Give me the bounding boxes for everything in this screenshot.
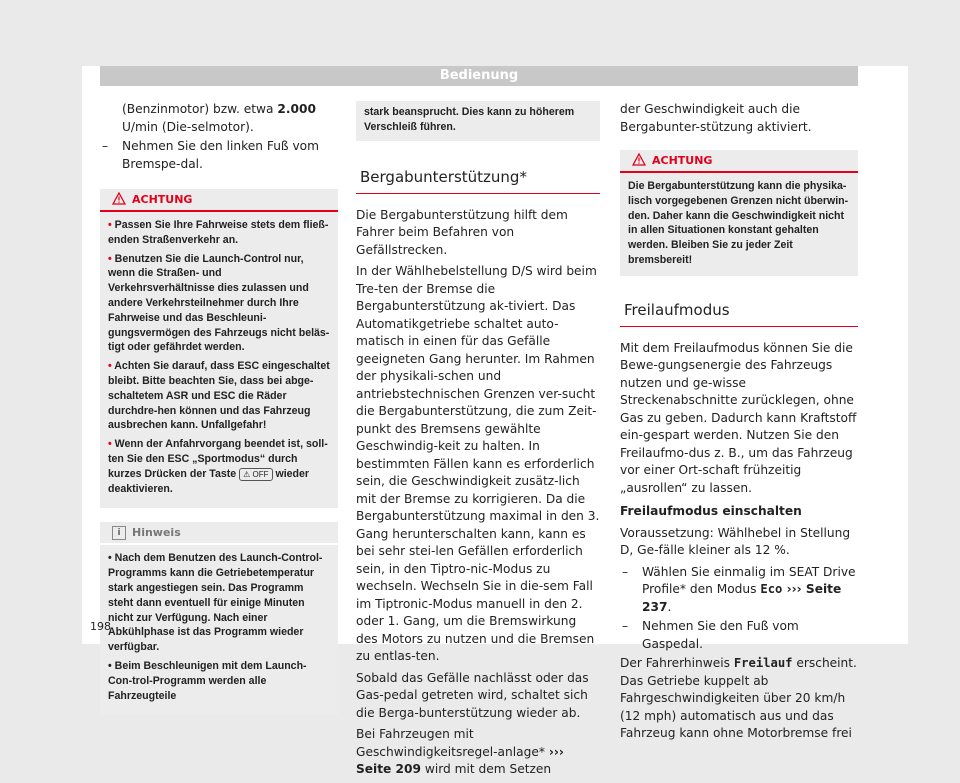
- list-item: • Benutzen Sie die Launch-Control nur, wenn die Straßen- und Verkehrsverhältnisse dies zulassen und andere Verkehrsteilnehmer durch Ihre Fahrweise und das Beschleuni-gungsvermögen des Fahrzeugs nicht beläs-tigt oder gefährdet werden.: [108, 252, 330, 354]
- column-1: [100, 101, 338, 715]
- hint-header: [100, 522, 338, 545]
- list-item: • Wenn der Anfahrvorgang beendet ist, soll-ten Sie den ESC „Sportmodus“ durch kurzes Drücken der Taste ⚠ OFF wieder deaktivieren.: [108, 438, 328, 495]
- dash-item: – Nehmen Sie den linken Fuß vom Bremspe-dal.: [100, 138, 338, 173]
- paragraph: Sobald das Gefälle nachlässt oder das Gas-pedal getreten wird, schaltet sich die Berga-bunterstützung wieder ab.: [356, 670, 589, 720]
- warning-icon: [112, 192, 126, 205]
- section-heading: Bergabunterstützung*: [356, 167, 600, 194]
- dash-item: – Wählen Sie einmalig im SEAT Drive Profile* den Modus Eco ››› Seite 237.: [620, 564, 858, 617]
- paragraph: Die Bergabunterstützung hilft dem Fahrer beim Befahren von Gefällstrecken.: [356, 207, 568, 257]
- warning-box-continued: stark beansprucht. Dies kann zu höherem Verschleiß führen.: [356, 101, 600, 141]
- column-3: [620, 101, 858, 747]
- paragraph: Mit dem Freilaufmodus können Sie die Bewe-gungsenergie des Fahrzeugs nutzen und ge-wisse Streckenabschnitte zurücklegen, ohne Gas zu geben. Dadurch kann Kraftstoff ein-gespart werden. Nutzen Sie den Freilaufmo-dus z. B., um das Fahrzeug vor einer Ort-schaft frühzeitig „ausrollen“ zu lassen.: [620, 340, 857, 495]
- esc-off-button-glyph: ⚠ OFF: [239, 468, 272, 481]
- paragraph: Der Fahrerhinweis Freilauf erscheint. Das Getriebe kuppelt ab Fahrgeschwindigkeiten über 20 km/h (12 mph) automatisch aus und das Fahrzeug kann ohne Motorbremse frei: [620, 656, 857, 741]
- warning-header: [100, 189, 338, 212]
- warning-header: [620, 150, 858, 173]
- paragraph: Bei Fahrzeugen mit Geschwindigkeitsregel-anlage* ››› Seite 209 wird mit dem Setzen: [356, 727, 564, 777]
- warning-body: Die Bergabunterstützung kann die physika-lisch vorgegebenen Grenzen nicht überwin-den. Daher kann die Geschwindigkeit nicht in allen Situationen konstant gehalten werden. Bleiben Sie zu jeder Zeit bremsbereit!: [628, 180, 849, 266]
- hint-box: [100, 522, 338, 715]
- paragraph: Voraussetzung: Wählhebel in Stellung D, Ge-fälle kleiner als 12 %.: [620, 525, 851, 558]
- info-icon: i: [112, 526, 126, 540]
- subheading: Freilaufmodus einschalten: [620, 504, 802, 519]
- list-item: • Beim Beschleunigen mit dem Launch-Con-trol-Programm werden alle Fahrzeugteile: [108, 659, 307, 702]
- section-heading: Freilaufmodus: [620, 300, 858, 327]
- list-item: • Achten Sie darauf, dass ESC eingeschaltet bleibt. Bitte beachten Sie, dass bei abge-schaltetem ASR und ESC die Räder durchdre-hen können und das Fahrzeug ausbrechen kann. Unfallgefahr!: [108, 360, 330, 432]
- warning-body: [100, 212, 338, 508]
- warning-box: [100, 189, 338, 508]
- text-line: (Benzinmotor) bzw. etwa 2.000 U/min (Die-selmotor).: [122, 102, 316, 134]
- page-number: 198: [90, 620, 111, 633]
- page-link[interactable]: ››› Seite 237: [642, 582, 842, 614]
- hint-body: [100, 545, 338, 715]
- dash-item: – Nehmen Sie den Fuß vom Gaspedal.: [620, 618, 858, 653]
- list-item: • Nach dem Benutzen des Launch-Control-Programms kann die Getriebetemperatur stark angestiegen sein. Das Programm steht dann eventuell für einige Minuten nicht zur Verfügung. Nach einer Abkühlphase ist das Programm wieder verfügbar.: [108, 552, 323, 654]
- paragraph: der Geschwindigkeit auch die Bergabunter-stützung aktiviert.: [620, 102, 812, 134]
- warning-box: [620, 150, 858, 276]
- warning-icon: [632, 153, 646, 166]
- warning-title: ACHTUNG: [132, 193, 193, 206]
- hint-title: Hinweis: [132, 526, 181, 540]
- section-body: [356, 207, 600, 779]
- paragraph: In der Wählhebelstellung D/S wird beim Tre-ten der Bremse die Bergabunterstützung ak-tiviert. Das Automatikgetriebe schaltet auto-matisch in einen für das Gefälle geeigneten Gang herunter. Im Rahmen der physikali-schen und antriebstechnischen Grenzen ver-sucht die Bergabunterstützung, die zum Zeit-punkt des Bremsens gewählte Geschwindig-keit zu halten. In bestimmten Fällen kann es erforderlich sein, die Geschwindigkeit zusätz-lich mit der Bremse zu korrigieren. Da die Bergabunterstützung maximal in den 3. Gang herunterschalten kann, kann es bei sehr stei-len Gefällen erforderlich sein, in den Tiptro-nic-Modus zu wechseln. Wechseln Sie in die-sem Fall im Tiptronic-Modus manuell in den 2. oder 1. Gang, um die Bremswirkung des Motors zu nutzen und die Bremsen zu entlas-ten.: [356, 264, 600, 664]
- warning-title: ACHTUNG: [652, 154, 713, 167]
- page-header: Bedienung: [100, 66, 858, 86]
- section-body: [620, 340, 858, 743]
- page-link[interactable]: ››› Seite 209: [356, 744, 564, 777]
- list-item: • Passen Sie Ihre Fahrweise stets dem fließ-enden Straßenverkehr an.: [108, 219, 329, 246]
- column-2: [356, 101, 600, 783]
